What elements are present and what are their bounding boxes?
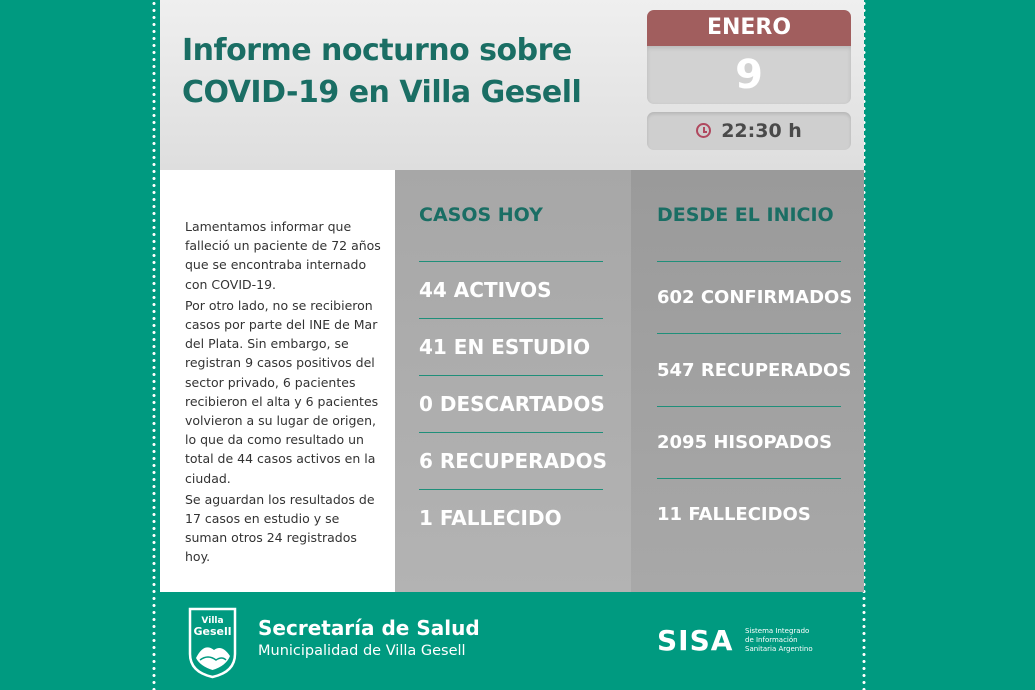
- title-line-2: COVID-19 en Villa Gesell: [182, 75, 582, 110]
- villa-gesell-logo: [186, 606, 239, 679]
- body-paragraph-3: Se aguardan los resultados de 17 casos en estudio y se suman otros 24 registrados hoy.: [185, 491, 375, 565]
- stat-recovered-total: 547 RECUPERADOS: [657, 360, 852, 381]
- body-paragraph-1: Lamentamos informar que falleció un paciente de 72 años que se encontraba internado con COVID-19.: [185, 219, 381, 292]
- logo-text-gesell: Gesell: [193, 625, 232, 638]
- time-value: 22:30 h: [721, 120, 802, 142]
- today-heading: CASOS HOY: [419, 204, 543, 226]
- body-paragraph-2: Por otro lado, no se recibieron casos por parte del INE de Mar del Plata. Sin embargo, se registran 9 casos positivos del sector privado, 6 pacientes recibieron el alta y 6 pacientes volvieron a su lugar de origen, lo que da como resultado un total de 44 casos activos en la ciudad.: [185, 297, 379, 486]
- divider: [419, 432, 603, 433]
- stat-discarded: 0 DESCARTADOS: [419, 392, 605, 416]
- stat-swabs: 2095 HISOPADOS: [657, 432, 833, 453]
- stat-in-study: 41 EN ESTUDIO: [419, 335, 591, 359]
- divider: [657, 333, 841, 334]
- time-display: [647, 112, 851, 150]
- report-text-panel: [160, 170, 395, 592]
- divider: [419, 261, 603, 262]
- stat-recovered-today: 6 RECUPERADOS: [419, 449, 608, 473]
- logo-text-villa: Villa: [201, 616, 224, 626]
- month-label: ENERO: [647, 10, 851, 46]
- divider: [419, 375, 603, 376]
- dotted-border-left: [150, 0, 158, 690]
- sisa-line-1: Sistema Integrado: [745, 627, 810, 635]
- report-body: [185, 217, 385, 569]
- stat-deceased-today: 1 FALLECIDO: [419, 506, 562, 530]
- total-column: [631, 170, 864, 592]
- footer-title: Secretaría de Salud: [258, 616, 480, 640]
- day-number: 9: [647, 46, 851, 104]
- total-heading: DESDE EL INICIO: [657, 204, 834, 226]
- stat-active: 44 ACTIVOS: [419, 278, 552, 302]
- report-header: [160, 0, 864, 170]
- clock-icon: [696, 123, 711, 138]
- divider: [657, 406, 841, 407]
- today-column: [395, 170, 631, 592]
- divider: [419, 318, 603, 319]
- stat-deceased-total: 11 FALLECIDOS: [657, 504, 811, 525]
- sisa-logo: SISA: [657, 624, 734, 657]
- title-line-1: Informe nocturno sobre: [182, 33, 572, 68]
- sisa-line-3: Sanitaria Argentino: [745, 645, 813, 653]
- divider: [419, 489, 603, 490]
- report-card: [160, 0, 864, 592]
- sisa-description: [745, 627, 835, 654]
- divider: [657, 478, 841, 479]
- footer-subtitle: Municipalidad de Villa Gesell: [258, 643, 466, 659]
- stat-confirmed: 602 CONFIRMADOS: [657, 287, 853, 308]
- divider: [657, 261, 841, 262]
- report-title: [182, 30, 642, 114]
- sisa-line-2: de Información: [745, 636, 798, 644]
